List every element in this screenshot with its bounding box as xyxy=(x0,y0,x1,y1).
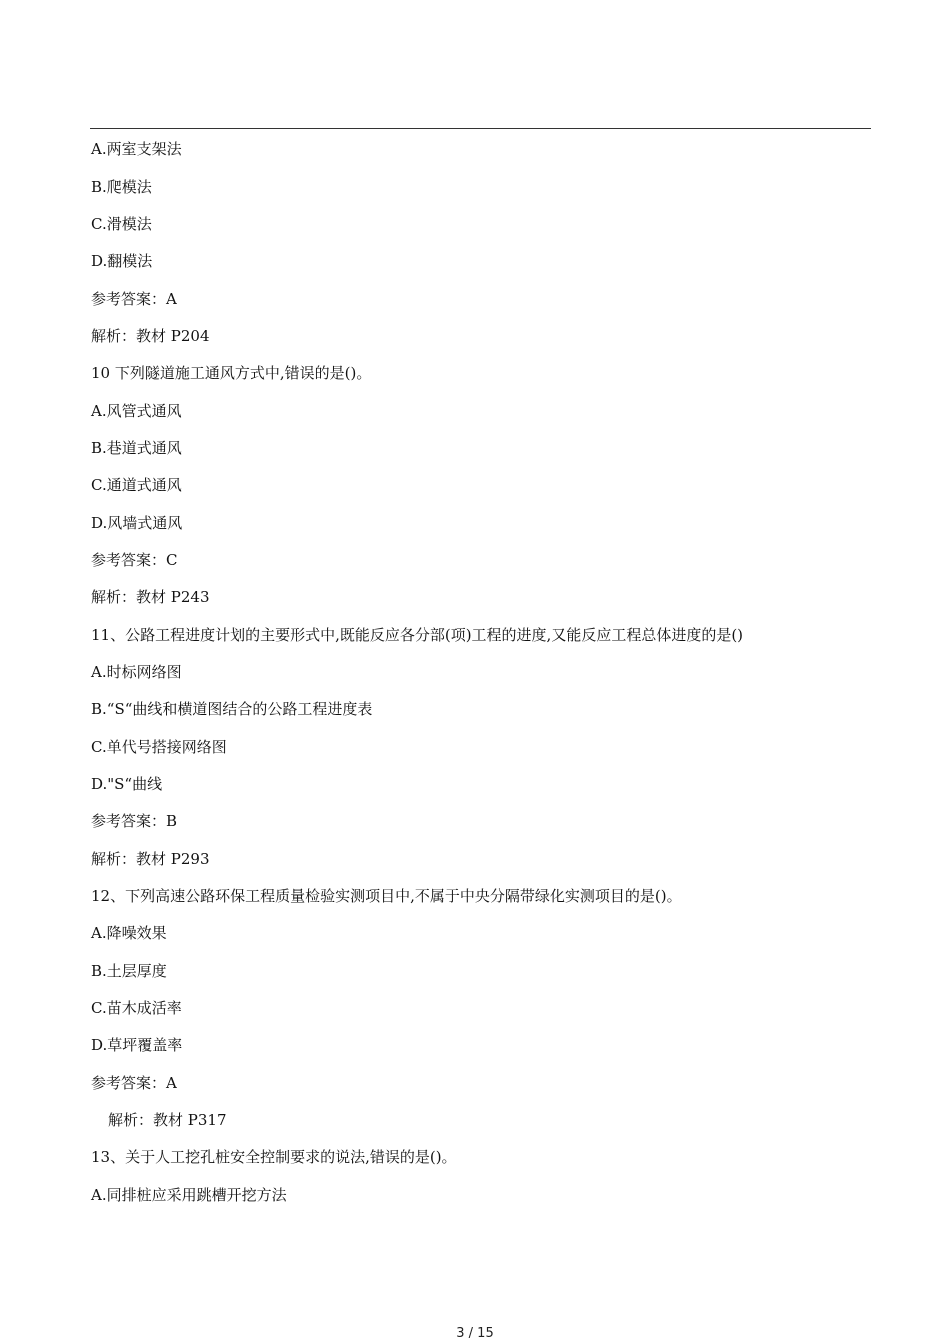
option-c-slip-form: C.滑模法 xyxy=(91,215,152,233)
q10-option-b: B.巷道式通风 xyxy=(91,439,182,457)
q11-option-c: C.单代号搭接网络图 xyxy=(91,738,227,756)
page-number: 3 / 15 xyxy=(456,1326,494,1341)
q11-option-d: D."S“曲线 xyxy=(91,775,163,793)
q10-option-a: A.风管式通风 xyxy=(91,402,182,420)
header-rule xyxy=(90,128,871,129)
q13-option-a: A.同排桩应采用跳槽开挖方法 xyxy=(91,1186,287,1204)
q12-option-d: D.草坪覆盖率 xyxy=(91,1036,183,1054)
question-12: 12、下列高速公路环保工程质量检验实测项目中,不属于中央分隔带绿化实测项目的是()。 xyxy=(91,887,682,905)
option-d-flip-form: D.翻模法 xyxy=(91,252,153,270)
question-11: 11、公路工程进度计划的主要形式中,既能反应各分部(项)工程的进度,又能反应工程总体进度的是() xyxy=(91,626,744,644)
answer-q10: 参考答案：C xyxy=(91,551,178,569)
q10-option-c: C.通道式通风 xyxy=(91,476,182,494)
q12-option-a: A.降噪效果 xyxy=(91,924,167,942)
analysis-q11: 解析：教材 P293 xyxy=(91,850,210,868)
analysis-q10: 解析：教材 P243 xyxy=(91,588,210,606)
option-b-climbing-form: B.爬模法 xyxy=(91,178,152,196)
option-a-two-room-support: A.两室支架法 xyxy=(91,140,182,158)
analysis-q12: 解析：教材 P317 xyxy=(108,1111,227,1129)
answer-q12: 参考答案：A xyxy=(91,1074,177,1092)
analysis-q9: 解析：教材 P204 xyxy=(91,327,210,345)
answer-q11: 参考答案：B xyxy=(91,812,178,830)
q12-option-b: B.土层厚度 xyxy=(91,962,167,980)
question-13: 13、关于人工挖孔桩安全控制要求的说法,错误的是()。 xyxy=(91,1148,457,1166)
q11-option-a: A.时标网络图 xyxy=(91,663,182,681)
q11-option-b: B.“S“曲线和横道图结合的公路工程进度表 xyxy=(91,700,373,718)
q12-option-c: C.苗木成活率 xyxy=(91,999,182,1017)
q10-option-d: D.风墙式通风 xyxy=(91,514,183,532)
answer-q9: 参考答案：A xyxy=(91,290,177,308)
question-10: 10 下列隧道施工通风方式中,错误的是()。 xyxy=(91,364,372,382)
